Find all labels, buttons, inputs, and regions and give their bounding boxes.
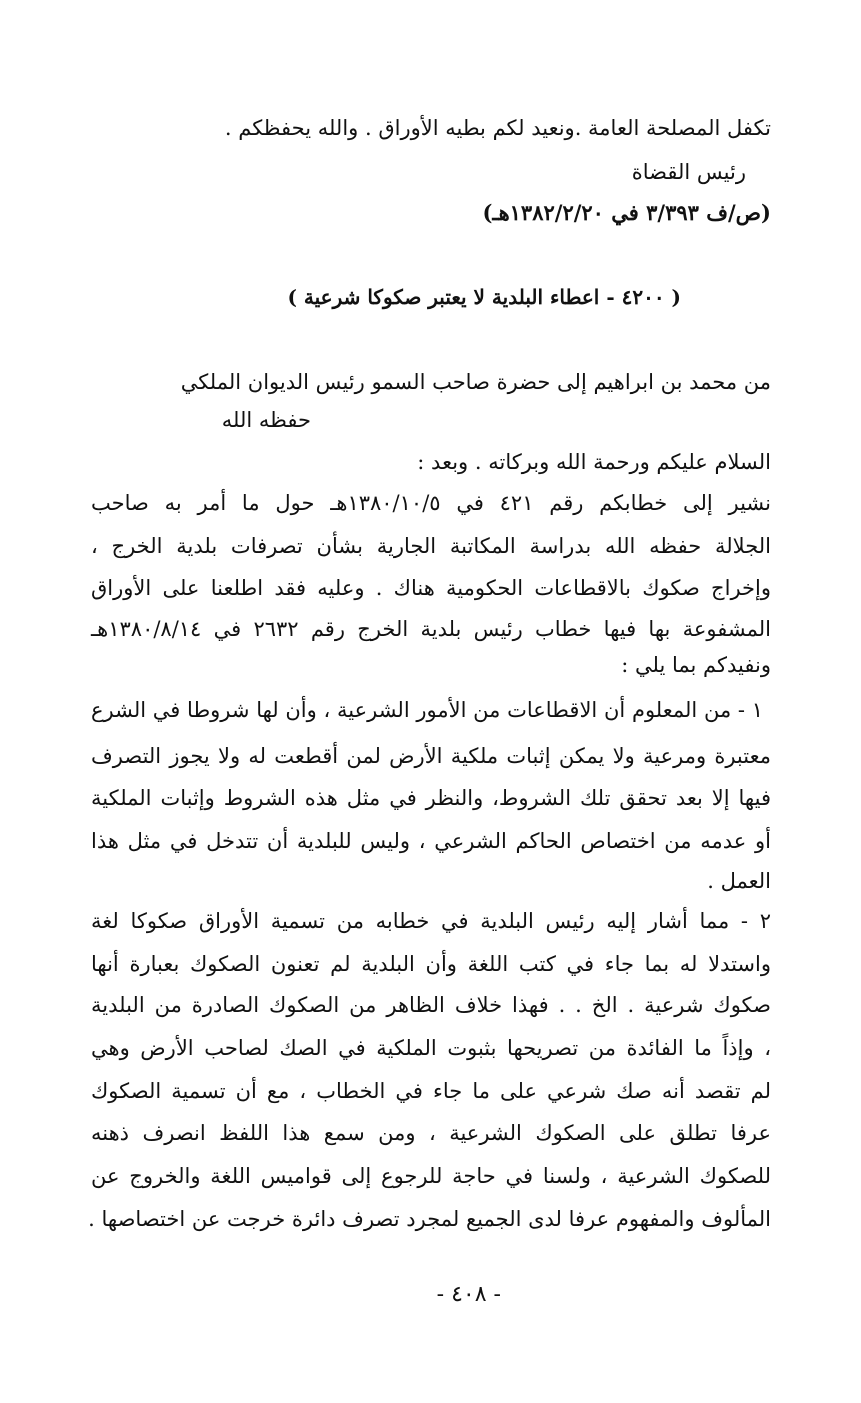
point-1-line: العمل .	[707, 869, 771, 893]
point-2-line: للصكوك الشرعية ، ولسنا في حاجة للرجوع إلى قواميس اللغة والخروج عن	[91, 1164, 771, 1188]
closing-line: تكفل المصلحة العامة .ونعيد لكم بطيه الأوراق . والله يحفظكم .	[224, 116, 771, 140]
signature-title: رئيس القضاة	[631, 160, 746, 184]
point-2-line: صكوك شرعية . الخ . . فهذا خلاف الظاهر من الصكوك الصادرة من البلدية	[91, 993, 771, 1017]
letter-address-blessing: حفظه الله	[221, 408, 311, 432]
point-1-line: فيها إلا بعد تحقق تلك الشروط، والنظر في مثل هذه الشروط وإثبات الملكية	[91, 786, 771, 810]
point-2-line: ٢ - مما أشار إليه رئيس البلدية في خطابه من تسمية الأوراق صكوكا لغة	[91, 909, 771, 933]
point-2-line: ، وإذاً ما الفائدة من تصريحها بثبوت الملكية في الصك لصاحب الأرض وهي	[91, 1036, 771, 1060]
page-number: - ٤٠٨ -	[436, 1282, 501, 1307]
letter-address: من محمد بن ابراهيم إلى حضرة صاحب السمو رئيس الديوان الملكي	[180, 370, 771, 394]
greeting: السلام عليكم ورحمة الله وبركاته . وبعد :	[417, 450, 771, 474]
point-2-line: المألوف والمفهوم عرفا لدى الجميع لمجرد تصرف دائرة خرجت عن اختصاصها .	[88, 1207, 771, 1231]
intro-line: وإخراج صكوك بالاقطاعات الحكومية هناك . وعليه فقد اطلعنا على الأوراق	[91, 576, 771, 600]
point-2-line: لم تقصد أنه صك شرعي على ما جاء في الخطاب ، مع أن تسمية الصكوك	[91, 1079, 771, 1103]
point-1-line: ١ - من المعلوم أن الاقطاعات من الأمور الشرعية ، وأن لها شروطا في الشرع	[91, 698, 763, 722]
intro-line: الجلالة حفظه الله بدراسة المكاتبة الجارية بشأن تصرفات بلدية الخرج ،	[91, 534, 771, 558]
intro-line: ونفيدكم بما يلي :	[621, 653, 771, 677]
point-2-line: عرفا تطلق على الصكوك الشرعية ، ومن سمع هذا اللفظ انصرف ذهنه	[91, 1121, 771, 1145]
point-2-line: واستدلا له بما جاء في كتب اللغة وأن البلدية لم تعنون الصكوك بعبارة أنها	[91, 952, 771, 976]
intro-line: المشفوعة بها فيها خطاب رئيس بلدية الخرج رقم ٢٦٣٢ في ١٣٨٠/٨/١٤هـ	[91, 617, 771, 641]
reference-number: (ص/ف ٣/٣٩٣ في ١٣٨٢/٢/٢٠هـ)	[482, 200, 771, 225]
intro-line: نشير إلى خطابكم رقم ٤٢١ في ١٣٨٠/١٠/٥هـ حول ما أمر به صاحب	[91, 491, 771, 515]
section-title: ( ٤٢٠٠ - اعطاء البلدية لا يعتبر صكوكا شرعية )	[287, 285, 681, 309]
point-1-line: معتبرة ومرعية ولا يمكن إثبات ملكية الأرض لمن أقطعت له ولا يجوز التصرف	[91, 744, 771, 768]
point-1-line: أو عدمه من اختصاص الحاكم الشرعي ، وليس للبلدية أن تتدخل في مثل هذا	[91, 829, 771, 853]
